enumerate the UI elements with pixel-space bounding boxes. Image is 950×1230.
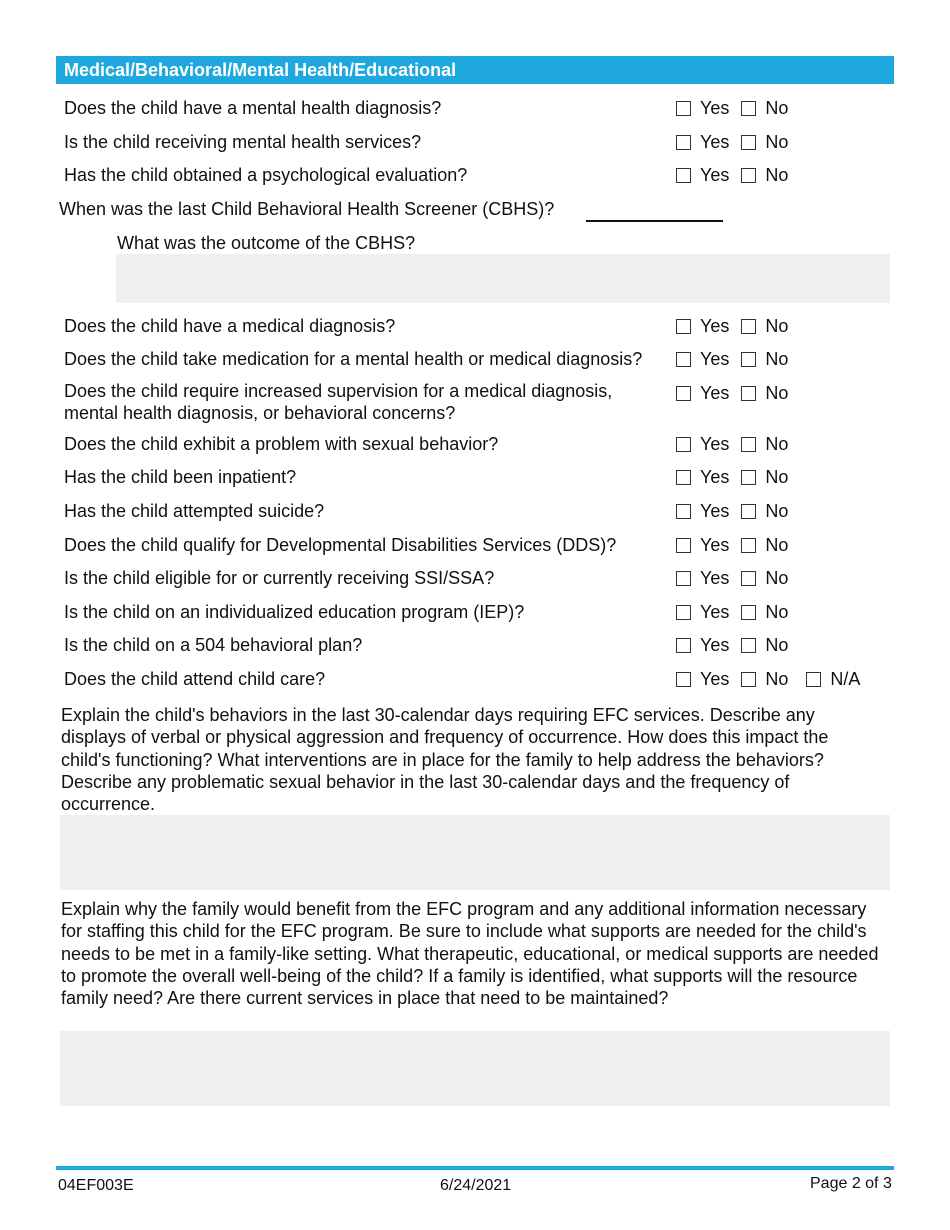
behaviors-field[interactable] bbox=[60, 815, 890, 890]
options-mental-health-services bbox=[676, 131, 800, 153]
question-dds: Does the child qualify for Developmental Disabilities Services (DDS)? bbox=[64, 535, 617, 555]
yes-checkbox[interactable] bbox=[676, 504, 691, 519]
no-checkbox[interactable] bbox=[741, 386, 756, 401]
options-increased-supervision bbox=[676, 382, 800, 404]
options-psychological-evaluation bbox=[676, 164, 800, 186]
yes-checkbox[interactable] bbox=[676, 470, 691, 485]
options-ssi-ssa bbox=[676, 567, 800, 589]
question-psychological-evaluation: Has the child obtained a psychological evaluation? bbox=[64, 165, 468, 185]
no-label: No bbox=[765, 383, 789, 403]
no-checkbox[interactable] bbox=[741, 638, 756, 653]
no-label: No bbox=[765, 165, 789, 185]
yes-label: Yes bbox=[700, 165, 730, 185]
question-ssi-ssa: Is the child eligible for or currently receiving SSI/SSA? bbox=[64, 568, 495, 588]
no-checkbox[interactable] bbox=[741, 538, 756, 553]
no-checkbox[interactable] bbox=[741, 437, 756, 452]
yes-checkbox[interactable] bbox=[676, 437, 691, 452]
question-child-care: Does the child attend child care? bbox=[64, 669, 326, 689]
no-label: No bbox=[765, 349, 789, 369]
no-checkbox[interactable] bbox=[741, 319, 756, 334]
no-checkbox[interactable] bbox=[741, 101, 756, 116]
question-line-2: mental health diagnosis, or behavioral concerns? bbox=[64, 403, 456, 423]
yes-label: Yes bbox=[700, 349, 730, 369]
no-checkbox[interactable] bbox=[741, 504, 756, 519]
yes-checkbox[interactable] bbox=[676, 135, 691, 150]
question-iep: Is the child on an individualized education program (IEP)? bbox=[64, 602, 525, 622]
section-header: Medical/Behavioral/Mental Health/Educational bbox=[56, 56, 894, 84]
question-line-1: Does the child require increased supervision for a medical diagnosis, bbox=[64, 381, 613, 401]
no-checkbox[interactable] bbox=[741, 605, 756, 620]
no-label: No bbox=[765, 98, 789, 118]
yes-label: Yes bbox=[700, 132, 730, 152]
no-checkbox[interactable] bbox=[741, 168, 756, 183]
yes-checkbox[interactable] bbox=[676, 101, 691, 116]
no-label: No bbox=[765, 316, 789, 336]
yes-checkbox[interactable] bbox=[676, 605, 691, 620]
options-medication bbox=[676, 348, 800, 370]
options-504-plan bbox=[676, 634, 800, 656]
options-inpatient bbox=[676, 466, 800, 488]
question-medical-diagnosis: Does the child have a medical diagnosis? bbox=[64, 316, 396, 336]
no-checkbox[interactable] bbox=[741, 571, 756, 586]
yes-label: Yes bbox=[700, 501, 730, 521]
no-label: No bbox=[765, 434, 789, 454]
yes-label: Yes bbox=[700, 98, 730, 118]
no-label: No bbox=[765, 501, 789, 521]
footer-rule bbox=[56, 1166, 894, 1170]
yes-label: Yes bbox=[700, 568, 730, 588]
yes-checkbox[interactable] bbox=[676, 319, 691, 334]
no-checkbox[interactable] bbox=[741, 352, 756, 367]
options-iep bbox=[676, 601, 800, 623]
na-checkbox[interactable] bbox=[806, 672, 821, 687]
question-mental-health-services: Is the child receiving mental health services? bbox=[64, 132, 422, 152]
yes-checkbox[interactable] bbox=[676, 386, 691, 401]
no-label: No bbox=[765, 535, 789, 555]
yes-label: Yes bbox=[700, 635, 730, 655]
yes-checkbox[interactable] bbox=[676, 352, 691, 367]
benefit-prompt: Explain why the family would benefit from the EFC program and any additional information necessary for staffing this child for the EFC program. Be sure to include what supports are needed for the child's needs to be met in a family-like setting. What therapeutic, educational, or medical supports are needed to promote the overall well-being of the child? If a family is identified, what supports will the resource family need? Are there current services in place that need to be maintained? bbox=[61, 899, 879, 1009]
yes-label: Yes bbox=[700, 467, 730, 487]
options-dds bbox=[676, 534, 800, 556]
question-sexual-behavior: Does the child exhibit a problem with sexual behavior? bbox=[64, 434, 499, 454]
yes-label: Yes bbox=[700, 316, 730, 336]
yes-checkbox[interactable] bbox=[676, 672, 691, 687]
no-checkbox[interactable] bbox=[741, 135, 756, 150]
no-label: No bbox=[765, 132, 789, 152]
yes-label: Yes bbox=[700, 602, 730, 622]
options-attempted-suicide bbox=[676, 500, 800, 522]
no-label: No bbox=[765, 669, 789, 689]
benefit-field[interactable] bbox=[60, 1031, 890, 1106]
cbhs-outcome-label: What was the outcome of the CBHS? bbox=[117, 233, 416, 253]
no-label: No bbox=[765, 467, 789, 487]
options-sexual-behavior bbox=[676, 433, 800, 455]
footer-form-id: 04EF003E bbox=[58, 1177, 134, 1194]
behaviors-prompt: Explain the child's behaviors in the last 30-calendar days requiring EFC services. Describe any displays of verbal or physical aggression and frequency of occurrence. How does this impact the child's functioning? What interventions are in place for the family to help address the behaviors? Describe any problematic sexual behavior in the last 30-calendar days and the frequency of occurrence. bbox=[61, 705, 829, 815]
no-checkbox[interactable] bbox=[741, 672, 756, 687]
no-label: No bbox=[765, 602, 789, 622]
yes-checkbox[interactable] bbox=[676, 571, 691, 586]
footer-date: 6/24/2021 bbox=[440, 1177, 512, 1194]
question-attempted-suicide: Has the child attempted suicide? bbox=[64, 501, 325, 521]
yes-checkbox[interactable] bbox=[676, 168, 691, 183]
no-label: No bbox=[765, 568, 789, 588]
yes-label: Yes bbox=[700, 434, 730, 454]
cbhs-outcome-field[interactable] bbox=[116, 254, 890, 303]
question-increased-supervision bbox=[64, 380, 612, 424]
yes-label: Yes bbox=[700, 669, 730, 689]
na-option bbox=[806, 668, 860, 690]
question-inpatient: Has the child been inpatient? bbox=[64, 467, 297, 487]
question-medication: Does the child take medication for a mental health or medical diagnosis? bbox=[64, 349, 643, 369]
cbhs-date-field[interactable] bbox=[586, 220, 723, 222]
na-label: N/A bbox=[830, 669, 861, 689]
yes-label: Yes bbox=[700, 535, 730, 555]
question-mental-health-diagnosis: Does the child have a mental health diagnosis? bbox=[64, 98, 442, 118]
yes-checkbox[interactable] bbox=[676, 638, 691, 653]
no-checkbox[interactable] bbox=[741, 470, 756, 485]
footer-page-number: Page 2 of 3 bbox=[810, 1175, 892, 1192]
no-label: No bbox=[765, 635, 789, 655]
options-child-care bbox=[676, 668, 860, 690]
options-medical-diagnosis bbox=[676, 315, 800, 337]
cbhs-question: When was the last Child Behavioral Health Screener (CBHS)? bbox=[59, 199, 555, 219]
yes-checkbox[interactable] bbox=[676, 538, 691, 553]
question-504-plan: Is the child on a 504 behavioral plan? bbox=[64, 635, 363, 655]
options-mental-health-diagnosis bbox=[676, 97, 800, 119]
yes-label: Yes bbox=[700, 383, 730, 403]
